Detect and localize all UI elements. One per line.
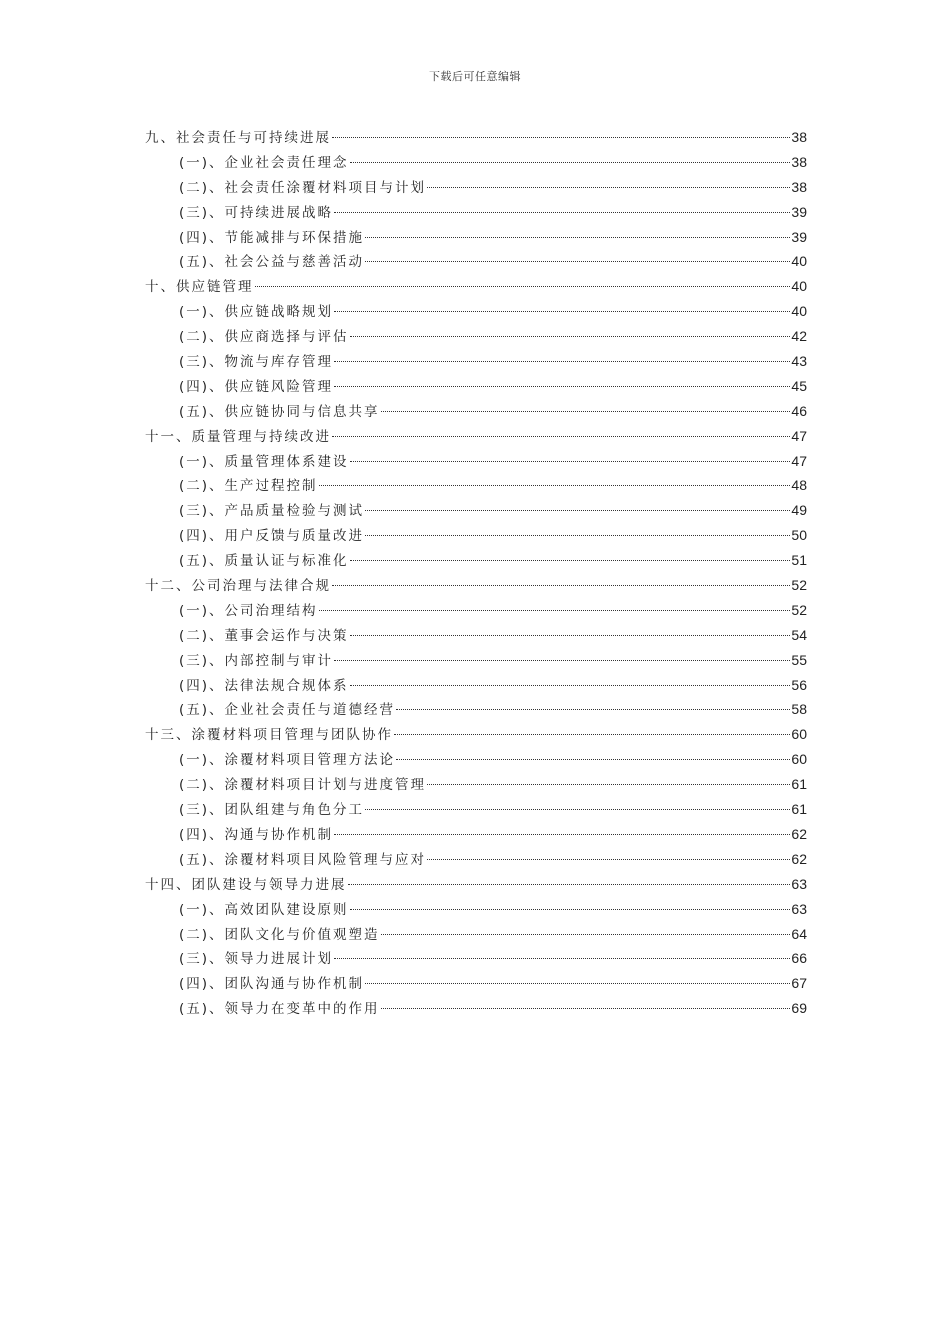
toc-page-number: 50 — [791, 527, 807, 544]
toc-entry-title: (一)、企业社会责任理念 — [179, 154, 349, 171]
toc-entry-title: (五)、涂覆材料项目风险管理与应对 — [179, 851, 427, 868]
toc-dot-leader — [365, 535, 790, 536]
toc-page-number: 61 — [791, 776, 807, 793]
toc-section-entry[interactable] — [145, 848, 807, 873]
toc-page-number: 49 — [791, 502, 807, 519]
toc-page-number: 52 — [791, 577, 807, 594]
toc-section-entry[interactable] — [145, 599, 807, 624]
toc-entry-title: (一)、供应链战略规划 — [179, 304, 334, 321]
toc-page-number: 48 — [791, 477, 807, 494]
toc-entry-title: (二)、董事会运作与决策 — [179, 627, 349, 644]
toc-section-entry[interactable] — [145, 250, 807, 275]
toc-dot-leader — [319, 485, 791, 486]
toc-entry-title: (一)、公司治理结构 — [179, 602, 318, 619]
toc-dot-leader — [255, 286, 791, 287]
toc-section-entry[interactable] — [145, 524, 807, 549]
toc-dot-leader — [334, 660, 790, 661]
toc-dot-leader — [334, 834, 790, 835]
toc-page-number: 64 — [791, 925, 807, 942]
toc-entry-title: (三)、可持续进展战略 — [179, 204, 334, 221]
toc-entry-title: (二)、社会责任涂覆材料项目与计划 — [179, 179, 427, 196]
toc-entry-title: (二)、生产过程控制 — [179, 478, 318, 495]
toc-dot-leader — [332, 137, 790, 138]
toc-chapter-entry[interactable] — [145, 425, 807, 450]
toc-entry-title: (五)、领导力在变革中的作用 — [179, 1001, 380, 1018]
toc-page-number: 45 — [791, 377, 807, 394]
toc-dot-leader — [365, 510, 790, 511]
toc-page-number: 58 — [791, 701, 807, 718]
toc-dot-leader — [427, 187, 790, 188]
toc-page-number: 38 — [791, 178, 807, 195]
toc-dot-leader — [427, 859, 790, 860]
toc-entry-title: (四)、团队沟通与协作机制 — [179, 976, 365, 993]
toc-page-number: 42 — [791, 328, 807, 345]
toc-dot-leader — [381, 934, 791, 935]
toc-dot-leader — [350, 336, 791, 337]
toc-section-entry[interactable] — [145, 474, 807, 499]
table-of-contents — [145, 126, 807, 1022]
toc-page-number: 38 — [791, 129, 807, 145]
toc-dot-leader — [334, 386, 790, 387]
toc-entry-title: 十一、质量管理与持续改进 — [145, 428, 331, 445]
toc-page-number: 38 — [791, 153, 807, 170]
toc-page-number: 47 — [791, 452, 807, 469]
toc-page-number: 62 — [791, 850, 807, 867]
toc-section-entry[interactable] — [145, 151, 807, 176]
toc-entry-title: (三)、团队组建与角色分工 — [179, 802, 365, 819]
toc-page-number: 39 — [791, 228, 807, 245]
toc-section-entry[interactable] — [145, 624, 807, 649]
toc-section-entry[interactable] — [145, 972, 807, 997]
toc-entry-title: 十三、涂覆材料项目管理与团队协作 — [145, 727, 393, 744]
toc-section-entry[interactable] — [145, 325, 807, 350]
toc-section-entry[interactable] — [145, 674, 807, 699]
toc-chapter-entry[interactable] — [145, 126, 807, 151]
toc-section-entry[interactable] — [145, 300, 807, 325]
toc-page-number: 60 — [791, 751, 807, 768]
toc-dot-leader — [348, 884, 791, 885]
toc-entry-title: (五)、供应链协同与信息共享 — [179, 403, 380, 420]
toc-dot-leader — [396, 709, 790, 710]
toc-section-entry[interactable] — [145, 997, 807, 1022]
toc-section-entry[interactable] — [145, 549, 807, 574]
toc-entry-title: 十二、公司治理与法律合规 — [145, 578, 331, 595]
toc-dot-leader — [365, 809, 790, 810]
toc-entry-title: (五)、社会公益与慈善活动 — [179, 254, 365, 271]
toc-page-number: 69 — [791, 1000, 807, 1017]
toc-dot-leader — [350, 461, 791, 462]
toc-page-number: 40 — [791, 278, 807, 295]
toc-page-number: 60 — [791, 726, 807, 743]
toc-page-number: 61 — [791, 801, 807, 818]
toc-page-number: 40 — [791, 253, 807, 270]
toc-dot-leader — [394, 734, 790, 735]
toc-dot-leader — [381, 1008, 791, 1009]
toc-page-number: 56 — [791, 676, 807, 693]
toc-dot-leader — [332, 585, 790, 586]
page-header: 下载后可任意编辑 — [429, 70, 521, 83]
toc-entry-title: 九、社会责任与可持续进展 — [145, 130, 331, 146]
toc-entry-title: (五)、质量认证与标准化 — [179, 553, 349, 570]
toc-dot-leader — [332, 436, 790, 437]
toc-page-number: 55 — [791, 651, 807, 668]
toc-section-entry[interactable] — [145, 400, 807, 425]
toc-dot-leader — [350, 685, 791, 686]
toc-dot-leader — [427, 784, 790, 785]
toc-chapter-entry[interactable] — [145, 275, 807, 300]
toc-page-number: 47 — [791, 427, 807, 444]
toc-entry-title: (四)、供应链风险管理 — [179, 378, 334, 395]
toc-entry-title: 十、供应链管理 — [145, 279, 254, 296]
toc-page-number: 67 — [791, 975, 807, 992]
toc-dot-leader — [350, 909, 791, 910]
toc-section-entry[interactable] — [145, 226, 807, 251]
toc-entry-title: (三)、物流与库存管理 — [179, 354, 334, 371]
toc-section-entry[interactable] — [145, 773, 807, 798]
toc-dot-leader — [365, 983, 790, 984]
toc-chapter-entry[interactable] — [145, 574, 807, 599]
toc-section-entry[interactable] — [145, 798, 807, 823]
toc-dot-leader — [381, 411, 791, 412]
toc-entry-title: (四)、法律法规合规体系 — [179, 677, 349, 694]
toc-page-number: 54 — [791, 626, 807, 643]
toc-page-number: 51 — [791, 552, 807, 569]
toc-section-entry[interactable] — [145, 898, 807, 923]
toc-dot-leader — [365, 237, 790, 238]
toc-entry-title: (二)、涂覆材料项目计划与进度管理 — [179, 777, 427, 794]
toc-entry-title: (二)、供应商选择与评估 — [179, 329, 349, 346]
toc-chapter-entry[interactable] — [145, 723, 807, 748]
toc-section-entry[interactable] — [145, 947, 807, 972]
toc-page-number: 43 — [791, 353, 807, 370]
toc-dot-leader — [365, 261, 790, 262]
toc-entry-title: (三)、内部控制与审计 — [179, 652, 334, 669]
toc-dot-leader — [350, 560, 791, 561]
toc-dot-leader — [334, 212, 790, 213]
toc-dot-leader — [350, 162, 791, 163]
toc-entry-title: (四)、用户反馈与质量改进 — [179, 528, 365, 545]
toc-page-number: 66 — [791, 950, 807, 967]
toc-page-number: 40 — [791, 303, 807, 320]
toc-dot-leader — [319, 610, 791, 611]
toc-entry-title: (一)、质量管理体系建设 — [179, 453, 349, 470]
toc-entry-title: 十四、团队建设与领导力进展 — [145, 876, 347, 893]
toc-section-entry[interactable] — [145, 649, 807, 674]
toc-section-entry[interactable] — [145, 923, 807, 948]
toc-entry-title: (四)、沟通与协作机制 — [179, 826, 334, 843]
toc-section-entry[interactable] — [145, 375, 807, 400]
toc-dot-leader — [334, 958, 790, 959]
toc-page-number: 52 — [791, 601, 807, 618]
toc-page-number: 63 — [791, 875, 807, 892]
toc-entry-title: (二)、团队文化与价值观塑造 — [179, 926, 380, 943]
toc-section-entry[interactable] — [145, 499, 807, 524]
toc-dot-leader — [396, 759, 790, 760]
toc-entry-title: (五)、企业社会责任与道德经营 — [179, 702, 396, 719]
toc-section-entry[interactable] — [145, 350, 807, 375]
toc-chapter-entry[interactable] — [145, 873, 807, 898]
toc-section-entry[interactable] — [145, 450, 807, 475]
toc-section-entry[interactable] — [145, 698, 807, 723]
toc-section-entry[interactable] — [145, 201, 807, 226]
toc-entry-title: (三)、产品质量检验与测试 — [179, 503, 365, 520]
toc-section-entry[interactable] — [145, 748, 807, 773]
toc-page-number: 39 — [791, 203, 807, 220]
toc-entry-title: (一)、涂覆材料项目管理方法论 — [179, 752, 396, 769]
toc-page-number: 63 — [791, 900, 807, 917]
toc-section-entry[interactable] — [145, 823, 807, 848]
toc-page-number: 62 — [791, 825, 807, 842]
toc-dot-leader — [334, 361, 790, 362]
toc-dot-leader — [334, 311, 790, 312]
toc-entry-title: (四)、节能减排与环保措施 — [179, 229, 365, 246]
toc-dot-leader — [350, 635, 791, 636]
toc-entry-title: (一)、高效团队建设原则 — [179, 901, 349, 918]
toc-section-entry[interactable] — [145, 176, 807, 201]
toc-entry-title: (三)、领导力进展计划 — [179, 951, 334, 968]
toc-page-number: 46 — [791, 402, 807, 419]
